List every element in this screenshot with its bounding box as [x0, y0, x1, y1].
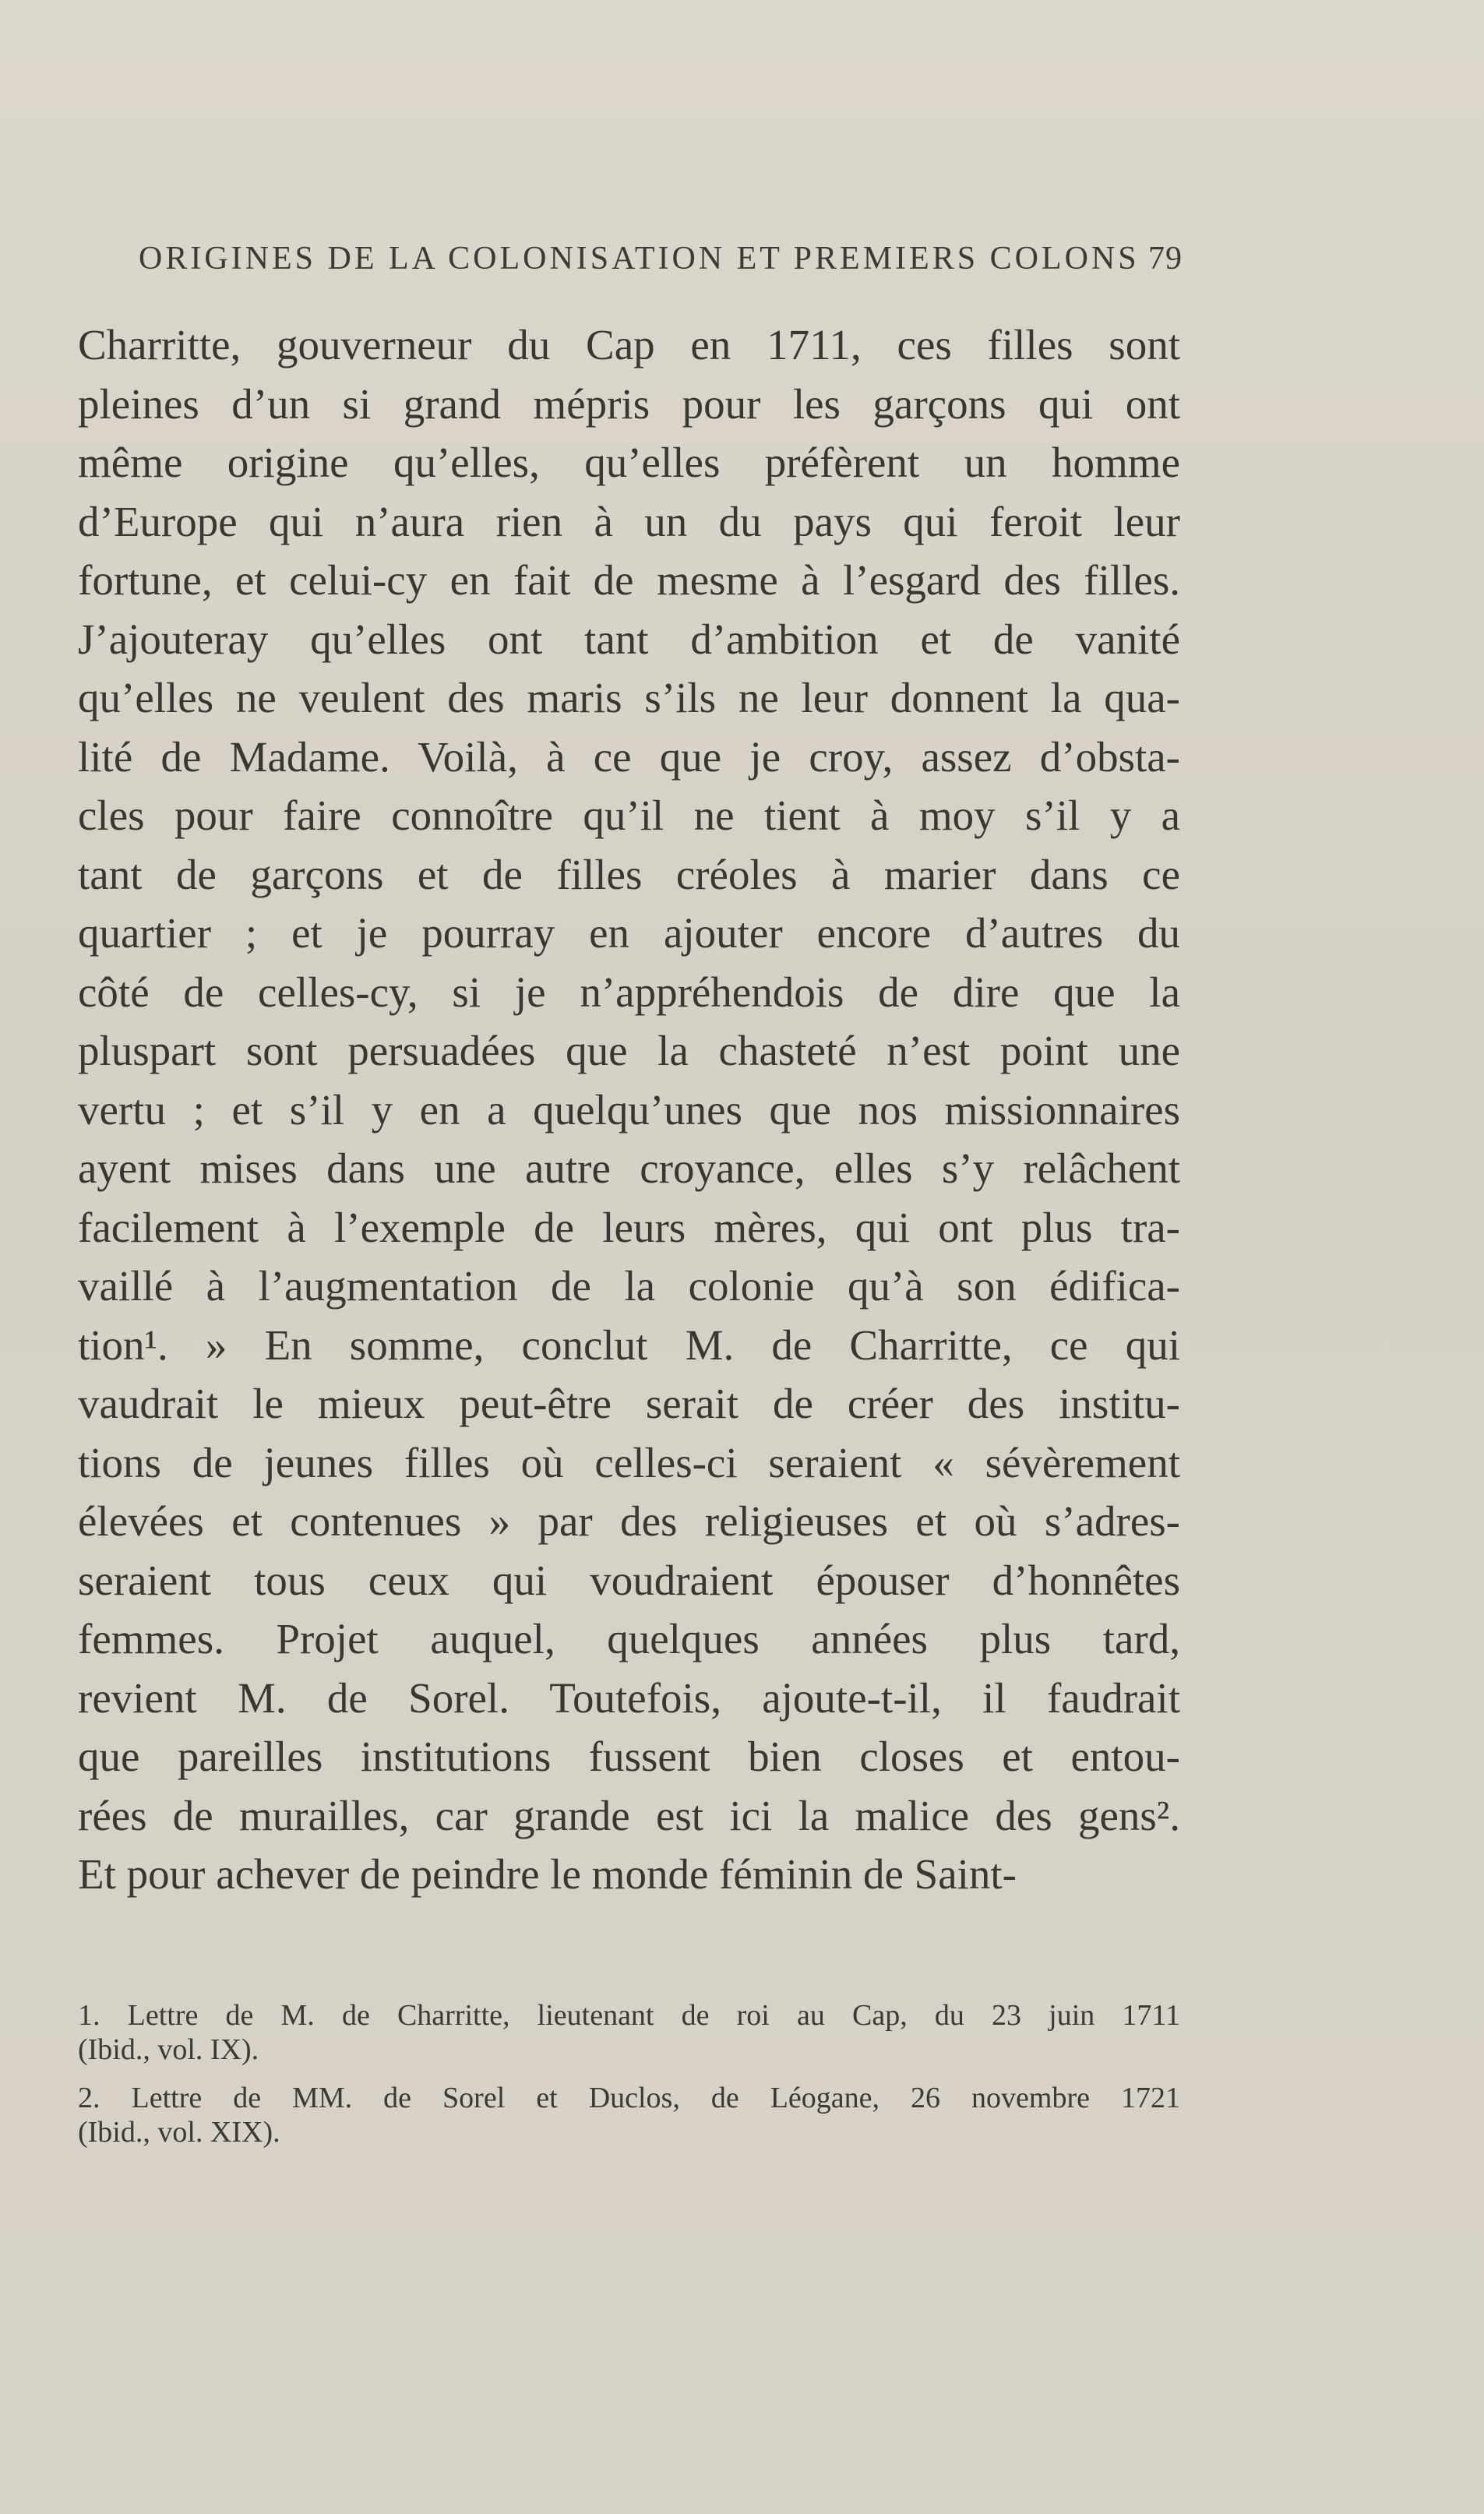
footnote-text: 2. Lettre de MM. de Sorel et Duclos, de Léogane, 26 novembre 1721	[78, 2082, 1180, 2114]
text-line: cles pour faire connoître qu’il ne tient à moy s’il y a	[78, 792, 1180, 839]
text-line: J’ajouteray qu’elles ont tant d’ambition et de vanité	[78, 615, 1180, 663]
text-line: côté de celles-cy, si je n’appréhendois de dire que la	[78, 968, 1180, 1016]
running-head-title: ORIGINES DE LA COLONISATION ET PREMIERS COLONS	[139, 241, 1140, 277]
text-line: Et pour achever de peindre le monde féminin de Saint-	[78, 1850, 1017, 1898]
text-line: vaudrait le mieux peut-être serait de créer des institu-	[78, 1380, 1180, 1427]
text-line: qu’elles ne veulent des maris s’ils ne leur donnent la qua-	[78, 674, 1180, 721]
footnote-source: (Ibid., vol. IX).	[78, 2033, 259, 2066]
text-line: ayent mises dans une autre croyance, elles s’y relâchent	[78, 1144, 1180, 1192]
text-line: lité de Madame. Voilà, à ce que je croy, assez d’obsta-	[78, 732, 1180, 781]
page-number: 79	[1148, 241, 1183, 277]
footnote-source: (Ibid., vol. XIX).	[78, 2116, 280, 2149]
text-line: revient M. de Sorel. Toutefois, ajoute-t-il, il faudrait	[78, 1673, 1180, 1722]
text-line: fortune, et celui-cy en fait de mesme à l’esgard des filles.	[78, 556, 1180, 604]
text-line: même origine qu’elles, qu’elles préfèrent un homme	[78, 439, 1180, 486]
text-line: tion¹. » En somme, conclut M. de Charritte, ce qui	[78, 1320, 1180, 1369]
text-line: vaillé à l’augmentation de la colonie qu’à son édifica-	[78, 1262, 1180, 1310]
text-line: quartier ; et je pourray en ajouter encore d’autres du	[78, 909, 1180, 957]
footnote-1	[78, 1998, 1180, 2067]
footnote-2	[78, 2081, 1180, 2149]
text-line: rées de murailles, car grande est ici la malice des gens².	[78, 1791, 1180, 1839]
text-line: seraient tous ceux qui voudraient épouser d’honnêtes	[78, 1556, 1180, 1604]
text-line: Charritte, gouverneur du Cap en 1711, ces filles sont	[78, 321, 1180, 368]
text-line: femmes. Projet auquel, quelques années plus tard,	[78, 1615, 1180, 1662]
footnotes	[78, 1998, 1180, 2163]
text-line: facilement à l’exemple de leurs mères, qui ont plus tra-	[78, 1203, 1180, 1251]
running-head	[139, 240, 1183, 287]
text-line: tions de jeunes filles où celles-ci seraient « sévèrement	[78, 1438, 1180, 1486]
footnote-text: 1. Lettre de M. de Charritte, lieutenant de roi au Cap, du 23 juin 1711	[78, 1999, 1180, 2032]
text-line: élevées et contenues » par des religieuses et où s’adres-	[78, 1497, 1180, 1545]
text-line: pleines d’un si grand mépris pour les garçons qui ont	[78, 379, 1180, 428]
body-text	[78, 316, 1180, 1904]
text-line: vertu ; et s’il y en a quelqu’unes que nos missionnaires	[78, 1085, 1180, 1134]
text-line: d’Europe qui n’aura rien à un du pays qui feroit leur	[78, 497, 1180, 545]
text-line: pluspart sont persuadées que la chasteté n’est point une	[78, 1027, 1180, 1074]
text-line: que pareilles institutions fussent bien closes et entou-	[78, 1733, 1180, 1780]
text-line: tant de garçons et de filles créoles à marier dans ce	[78, 850, 1180, 898]
